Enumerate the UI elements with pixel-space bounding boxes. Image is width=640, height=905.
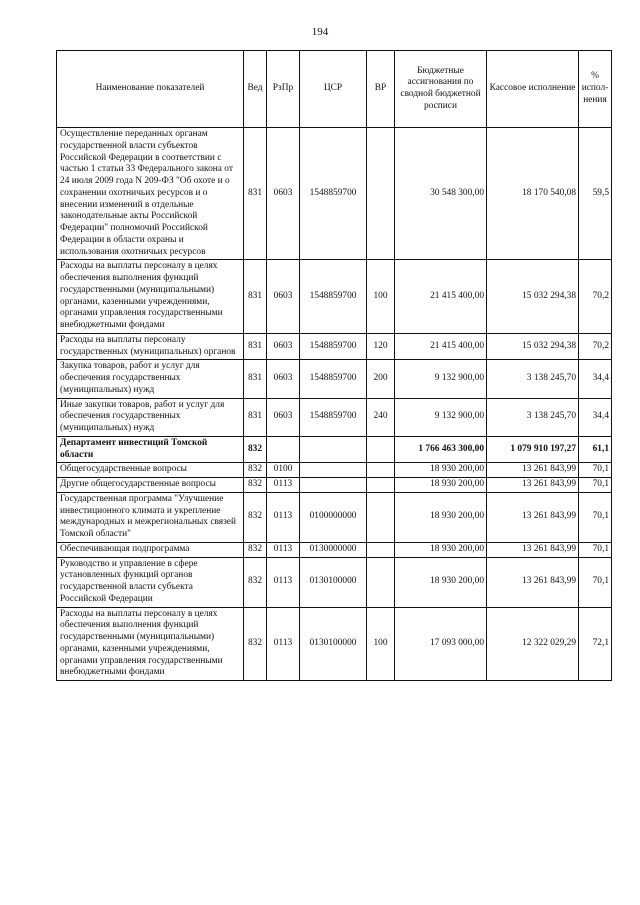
row-rzpr: 0603	[267, 398, 300, 436]
row-ved: 832	[244, 436, 267, 463]
col-header-name: Наименование показателей	[57, 51, 244, 128]
row-percent: 72,1	[579, 607, 612, 681]
row-ved: 831	[244, 333, 267, 360]
row-percent: 61,1	[579, 436, 612, 463]
row-csr: 1548859700	[300, 398, 367, 436]
row-cash-execution: 13 261 843,99	[487, 557, 579, 607]
row-cash-execution: 12 322 029,29	[487, 607, 579, 681]
row-csr: 0130000000	[300, 542, 367, 557]
row-rzpr: 0113	[267, 542, 300, 557]
table-row	[57, 333, 612, 360]
row-name: Общегосударственные вопросы	[57, 463, 244, 478]
row-ved: 831	[244, 128, 267, 260]
row-assignments: 21 415 400,00	[395, 260, 487, 334]
row-cash-execution: 3 138 245,70	[487, 398, 579, 436]
row-csr: 1548859700	[300, 260, 367, 334]
row-rzpr: 0100	[267, 463, 300, 478]
row-assignments: 9 132 900,00	[395, 360, 487, 398]
col-header-assignments: Бюджетные ассигнования по сводной бюджетной росписи	[395, 51, 487, 128]
table-row	[57, 492, 612, 542]
row-ved: 832	[244, 478, 267, 493]
row-percent: 70,1	[579, 478, 612, 493]
col-header-csr: ЦСР	[300, 51, 367, 128]
row-rzpr	[267, 436, 300, 463]
row-rzpr: 0113	[267, 607, 300, 681]
col-header-vr: ВР	[367, 51, 395, 128]
row-assignments: 17 093 000,00	[395, 607, 487, 681]
row-percent: 70,1	[579, 557, 612, 607]
row-vr	[367, 128, 395, 260]
row-percent: 59,5	[579, 128, 612, 260]
row-rzpr: 0113	[267, 557, 300, 607]
row-csr	[300, 463, 367, 478]
row-vr	[367, 542, 395, 557]
row-ved: 832	[244, 463, 267, 478]
row-assignments: 1 766 463 300,00	[395, 436, 487, 463]
row-name: Расходы на выплаты персоналу в целях обеспечения выполнения функций государственными (муниципальными) органами, казенными учреждениями, органами управления государственными внебюджетными фондами	[57, 260, 244, 334]
row-percent: 70,2	[579, 333, 612, 360]
col-header-percent: % испол-нения	[579, 51, 612, 128]
row-cash-execution: 3 138 245,70	[487, 360, 579, 398]
row-percent: 70,1	[579, 463, 612, 478]
row-vr: 100	[367, 260, 395, 334]
row-name: Государственная программа "Улучшение инвестиционного климата и укрепление международных и межрегиональных связей Томской области"	[57, 492, 244, 542]
row-percent: 34,4	[579, 360, 612, 398]
table-row	[57, 542, 612, 557]
budget-table	[56, 50, 612, 681]
page-number: 194	[311, 26, 329, 38]
table-header-row	[57, 51, 612, 128]
row-cash-execution: 15 032 294,38	[487, 333, 579, 360]
row-csr: 0130100000	[300, 557, 367, 607]
table-row	[57, 607, 612, 681]
row-name: Расходы на выплаты персоналу в целях обеспечения выполнения функций государственными (муниципальными) органами, казенными учреждениями, органами управления государственными внебюджетными фондами	[57, 607, 244, 681]
row-assignments: 18 930 200,00	[395, 478, 487, 493]
row-vr: 100	[367, 607, 395, 681]
row-name: Закупка товаров, работ и услуг для обеспечения государственных (муниципальных) нужд	[57, 360, 244, 398]
row-rzpr: 0113	[267, 478, 300, 493]
row-vr	[367, 478, 395, 493]
row-csr	[300, 436, 367, 463]
row-vr: 240	[367, 398, 395, 436]
table-row	[57, 463, 612, 478]
table-row	[57, 398, 612, 436]
row-vr	[367, 557, 395, 607]
row-assignments: 18 930 200,00	[395, 492, 487, 542]
row-percent: 70,2	[579, 260, 612, 334]
row-vr	[367, 436, 395, 463]
row-assignments: 30 548 300,00	[395, 128, 487, 260]
row-vr	[367, 492, 395, 542]
row-rzpr: 0603	[267, 128, 300, 260]
row-percent: 34,4	[579, 398, 612, 436]
row-name: Другие общегосударственные вопросы	[57, 478, 244, 493]
row-name: Обеспечивающая подпрограмма	[57, 542, 244, 557]
row-assignments: 18 930 200,00	[395, 557, 487, 607]
row-name: Руководство и управление в сфере установленных функций органов государственной власти субъекта Российской Федерации	[57, 557, 244, 607]
table-row-department-total	[57, 436, 612, 463]
row-ved: 832	[244, 607, 267, 681]
row-ved: 832	[244, 492, 267, 542]
row-name: Иные закупки товаров, работ и услуг для обеспечения государственных (муниципальных) нужд	[57, 398, 244, 436]
row-ved: 831	[244, 260, 267, 334]
row-rzpr: 0113	[267, 492, 300, 542]
row-csr	[300, 478, 367, 493]
table-row	[57, 557, 612, 607]
row-name: Департамент инвестиций Томской области	[57, 436, 244, 463]
row-vr: 120	[367, 333, 395, 360]
row-rzpr: 0603	[267, 333, 300, 360]
row-assignments: 18 930 200,00	[395, 463, 487, 478]
row-cash-execution: 13 261 843,99	[487, 542, 579, 557]
row-assignments: 21 415 400,00	[395, 333, 487, 360]
row-percent: 70,1	[579, 542, 612, 557]
row-cash-execution: 13 261 843,99	[487, 478, 579, 493]
row-rzpr: 0603	[267, 360, 300, 398]
row-csr: 0100000000	[300, 492, 367, 542]
row-name: Осуществление переданных органам государственной власти субъектов Российской Федерации в соответствии с частью 1 статьи 33 Федерального закона от 24 июля 2009 года N 209-ФЗ "Об охоте и о сохранении охотничьих ресурсов и о внесении изменений в отдельные законодательные акты Российской Федерации" полномочий Российской Федерации в области охраны и использования охотничьих ресурсов	[57, 128, 244, 260]
row-csr: 1548859700	[300, 333, 367, 360]
row-vr	[367, 463, 395, 478]
row-rzpr: 0603	[267, 260, 300, 334]
row-ved: 831	[244, 398, 267, 436]
row-csr: 1548859700	[300, 360, 367, 398]
table-row	[57, 360, 612, 398]
col-header-ved: Вед	[244, 51, 267, 128]
table-row	[57, 478, 612, 493]
row-ved: 832	[244, 542, 267, 557]
row-csr: 0130100000	[300, 607, 367, 681]
row-csr: 1548859700	[300, 128, 367, 260]
table-row	[57, 128, 612, 260]
row-assignments: 9 132 900,00	[395, 398, 487, 436]
row-ved: 832	[244, 557, 267, 607]
col-header-cash-execution: Кассовое исполнение	[487, 51, 579, 128]
col-header-rzpr: РзПр	[267, 51, 300, 128]
row-name: Расходы на выплаты персоналу государственных (муниципальных) органов	[57, 333, 244, 360]
row-percent: 70,1	[579, 492, 612, 542]
row-assignments: 18 930 200,00	[395, 542, 487, 557]
row-cash-execution: 1 079 910 197,27	[487, 436, 579, 463]
row-cash-execution: 13 261 843,99	[487, 492, 579, 542]
row-cash-execution: 18 170 540,08	[487, 128, 579, 260]
row-cash-execution: 13 261 843,99	[487, 463, 579, 478]
row-ved: 831	[244, 360, 267, 398]
row-vr: 200	[367, 360, 395, 398]
row-cash-execution: 15 032 294,38	[487, 260, 579, 334]
table-row	[57, 260, 612, 334]
